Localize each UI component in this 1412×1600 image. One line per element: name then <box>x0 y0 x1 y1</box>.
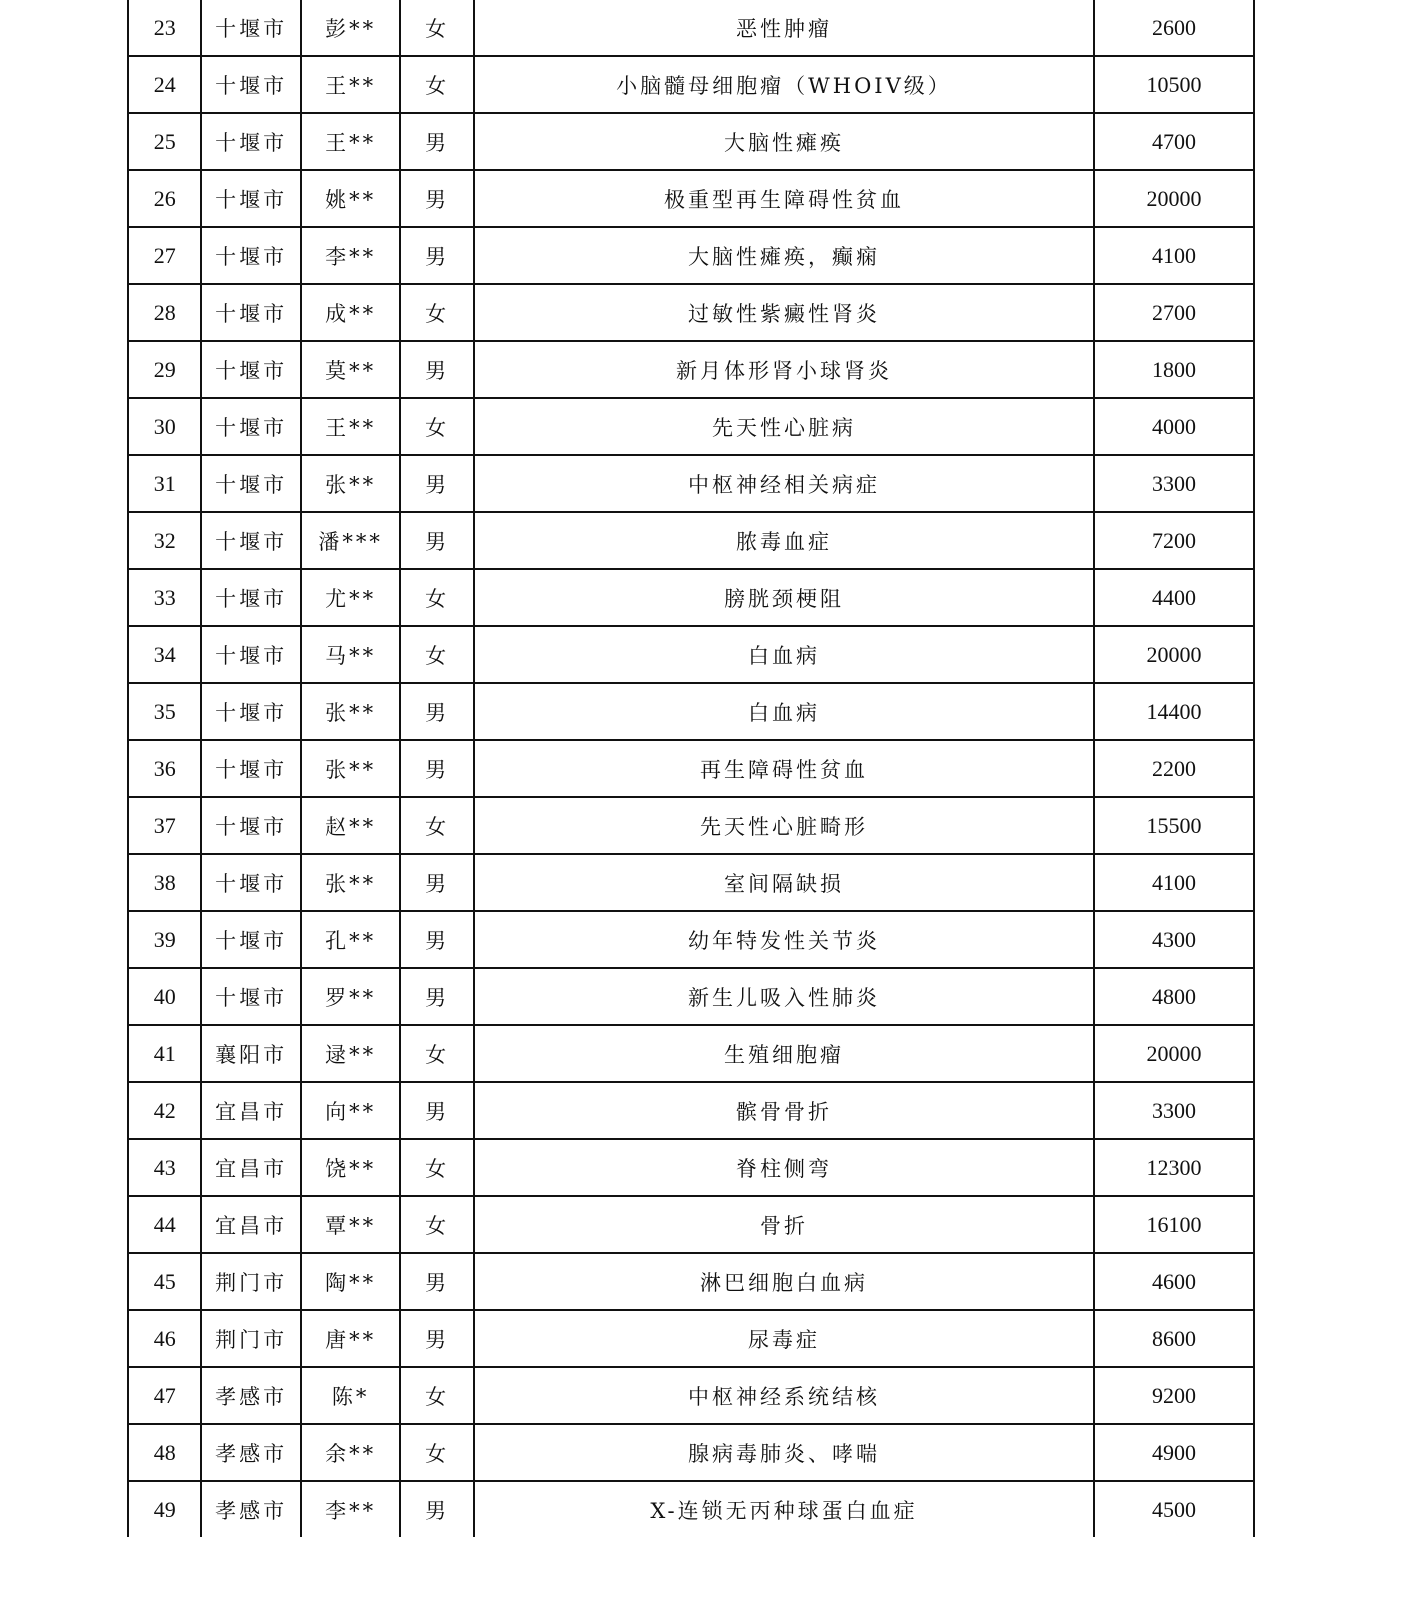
gender-cell: 女 <box>400 1139 473 1196</box>
row-number: 44 <box>128 1196 201 1253</box>
city-cell: 十堰市 <box>201 968 301 1025</box>
diagnosis-cell: 中枢神经系统结核 <box>474 1367 1094 1424</box>
amount-cell: 2600 <box>1094 0 1254 56</box>
gender-cell: 男 <box>400 1481 473 1537</box>
gender-cell: 男 <box>400 740 473 797</box>
name-cell: 王** <box>301 398 401 455</box>
diagnosis-cell: 白血病 <box>474 683 1094 740</box>
diagnosis-cell: 中枢神经相关病症 <box>474 455 1094 512</box>
row-number: 43 <box>128 1139 201 1196</box>
gender-cell: 男 <box>400 170 473 227</box>
row-number: 26 <box>128 170 201 227</box>
row-number: 28 <box>128 284 201 341</box>
table-row <box>128 740 1254 797</box>
amount-cell: 8600 <box>1094 1310 1254 1367</box>
row-number: 25 <box>128 113 201 170</box>
diagnosis-cell: 再生障碍性贫血 <box>474 740 1094 797</box>
city-cell: 宜昌市 <box>201 1196 301 1253</box>
name-cell: 余** <box>301 1424 401 1481</box>
amount-cell: 16100 <box>1094 1196 1254 1253</box>
diagnosis-cell: 先天性心脏病 <box>474 398 1094 455</box>
row-number: 39 <box>128 911 201 968</box>
city-cell: 十堰市 <box>201 683 301 740</box>
diagnosis-cell: 过敏性紫癜性肾炎 <box>474 284 1094 341</box>
row-number: 32 <box>128 512 201 569</box>
gender-cell: 男 <box>400 455 473 512</box>
name-cell: 李** <box>301 227 401 284</box>
table-row <box>128 341 1254 398</box>
row-number: 36 <box>128 740 201 797</box>
diagnosis-cell: 极重型再生障碍性贫血 <box>474 170 1094 227</box>
gender-cell: 女 <box>400 0 473 56</box>
amount-cell: 2200 <box>1094 740 1254 797</box>
gender-cell: 男 <box>400 113 473 170</box>
table-row <box>128 569 1254 626</box>
table-row <box>128 1082 1254 1139</box>
name-cell: 陈* <box>301 1367 401 1424</box>
table-row <box>128 1481 1254 1537</box>
city-cell: 十堰市 <box>201 740 301 797</box>
table-row <box>128 1139 1254 1196</box>
diagnosis-cell: 脊柱侧弯 <box>474 1139 1094 1196</box>
city-cell: 荆门市 <box>201 1253 301 1310</box>
diagnosis-cell: 恶性肿瘤 <box>474 0 1094 56</box>
table-body <box>128 0 1254 1537</box>
diagnosis-cell: 淋巴细胞白血病 <box>474 1253 1094 1310</box>
city-cell: 十堰市 <box>201 455 301 512</box>
city-cell: 十堰市 <box>201 0 301 56</box>
amount-cell: 4600 <box>1094 1253 1254 1310</box>
row-number: 33 <box>128 569 201 626</box>
gender-cell: 女 <box>400 1025 473 1082</box>
table-row <box>128 1196 1254 1253</box>
name-cell: 李** <box>301 1481 401 1537</box>
row-number: 42 <box>128 1082 201 1139</box>
table-row <box>128 797 1254 854</box>
aid-recipient-table <box>127 0 1255 1537</box>
amount-cell: 4100 <box>1094 227 1254 284</box>
gender-cell: 女 <box>400 1196 473 1253</box>
gender-cell: 女 <box>400 626 473 683</box>
amount-cell: 20000 <box>1094 626 1254 683</box>
name-cell: 尤** <box>301 569 401 626</box>
gender-cell: 男 <box>400 512 473 569</box>
diagnosis-cell: 大脑性瘫痪，癫痫 <box>474 227 1094 284</box>
gender-cell: 男 <box>400 854 473 911</box>
amount-cell: 3300 <box>1094 455 1254 512</box>
table-row <box>128 0 1254 56</box>
city-cell: 十堰市 <box>201 911 301 968</box>
city-cell: 十堰市 <box>201 626 301 683</box>
row-number: 34 <box>128 626 201 683</box>
diagnosis-cell: X-连锁无丙种球蛋白血症 <box>474 1481 1094 1537</box>
gender-cell: 女 <box>400 797 473 854</box>
table-row <box>128 1025 1254 1082</box>
row-number: 49 <box>128 1481 201 1537</box>
name-cell: 张** <box>301 854 401 911</box>
diagnosis-cell: 大脑性瘫痪 <box>474 113 1094 170</box>
name-cell: 罗** <box>301 968 401 1025</box>
table-row <box>128 626 1254 683</box>
row-number: 31 <box>128 455 201 512</box>
city-cell: 十堰市 <box>201 113 301 170</box>
city-cell: 十堰市 <box>201 569 301 626</box>
gender-cell: 女 <box>400 56 473 113</box>
diagnosis-cell: 白血病 <box>474 626 1094 683</box>
name-cell: 马** <box>301 626 401 683</box>
name-cell: 彭** <box>301 0 401 56</box>
name-cell: 王** <box>301 56 401 113</box>
gender-cell: 男 <box>400 683 473 740</box>
city-cell: 宜昌市 <box>201 1139 301 1196</box>
row-number: 38 <box>128 854 201 911</box>
city-cell: 十堰市 <box>201 512 301 569</box>
table-row <box>128 1367 1254 1424</box>
row-number: 24 <box>128 56 201 113</box>
name-cell: 张** <box>301 683 401 740</box>
amount-cell: 4800 <box>1094 968 1254 1025</box>
diagnosis-cell: 幼年特发性关节炎 <box>474 911 1094 968</box>
gender-cell: 女 <box>400 398 473 455</box>
name-cell: 姚** <box>301 170 401 227</box>
row-number: 30 <box>128 398 201 455</box>
amount-cell: 10500 <box>1094 56 1254 113</box>
table-row <box>128 284 1254 341</box>
table-row <box>128 683 1254 740</box>
diagnosis-cell: 新生儿吸入性肺炎 <box>474 968 1094 1025</box>
city-cell: 荆门市 <box>201 1310 301 1367</box>
city-cell: 孝感市 <box>201 1367 301 1424</box>
diagnosis-cell: 脓毒血症 <box>474 512 1094 569</box>
row-number: 45 <box>128 1253 201 1310</box>
table-row <box>128 170 1254 227</box>
name-cell: 向** <box>301 1082 401 1139</box>
table-row <box>128 113 1254 170</box>
diagnosis-cell: 生殖细胞瘤 <box>474 1025 1094 1082</box>
amount-cell: 1800 <box>1094 341 1254 398</box>
amount-cell: 4100 <box>1094 854 1254 911</box>
city-cell: 十堰市 <box>201 797 301 854</box>
name-cell: 覃** <box>301 1196 401 1253</box>
table-row <box>128 227 1254 284</box>
amount-cell: 14400 <box>1094 683 1254 740</box>
city-cell: 十堰市 <box>201 170 301 227</box>
city-cell: 十堰市 <box>201 398 301 455</box>
row-number: 37 <box>128 797 201 854</box>
table-row <box>128 968 1254 1025</box>
table-row <box>128 398 1254 455</box>
city-cell: 孝感市 <box>201 1481 301 1537</box>
row-number: 29 <box>128 341 201 398</box>
diagnosis-cell: 髌骨骨折 <box>474 1082 1094 1139</box>
row-number: 40 <box>128 968 201 1025</box>
amount-cell: 3300 <box>1094 1082 1254 1139</box>
row-number: 35 <box>128 683 201 740</box>
gender-cell: 男 <box>400 227 473 284</box>
gender-cell: 男 <box>400 1310 473 1367</box>
row-number: 47 <box>128 1367 201 1424</box>
name-cell: 潘*** <box>301 512 401 569</box>
gender-cell: 女 <box>400 284 473 341</box>
city-cell: 宜昌市 <box>201 1082 301 1139</box>
name-cell: 赵** <box>301 797 401 854</box>
amount-cell: 20000 <box>1094 170 1254 227</box>
amount-cell: 4400 <box>1094 569 1254 626</box>
diagnosis-cell: 小脑髓母细胞瘤（WHOIV级） <box>474 56 1094 113</box>
gender-cell: 女 <box>400 1367 473 1424</box>
diagnosis-cell: 腺病毒肺炎、哮喘 <box>474 1424 1094 1481</box>
table-row <box>128 1310 1254 1367</box>
gender-cell: 男 <box>400 341 473 398</box>
name-cell: 陶** <box>301 1253 401 1310</box>
row-number: 23 <box>128 0 201 56</box>
city-cell: 十堰市 <box>201 341 301 398</box>
gender-cell: 男 <box>400 1253 473 1310</box>
amount-cell: 4900 <box>1094 1424 1254 1481</box>
amount-cell: 20000 <box>1094 1025 1254 1082</box>
table-row <box>128 512 1254 569</box>
amount-cell: 7200 <box>1094 512 1254 569</box>
name-cell: 孔** <box>301 911 401 968</box>
diagnosis-cell: 膀胱颈梗阻 <box>474 569 1094 626</box>
diagnosis-cell: 室间隔缺损 <box>474 854 1094 911</box>
name-cell: 成** <box>301 284 401 341</box>
name-cell: 张** <box>301 455 401 512</box>
row-number: 48 <box>128 1424 201 1481</box>
amount-cell: 4300 <box>1094 911 1254 968</box>
gender-cell: 女 <box>400 569 473 626</box>
table-row <box>128 911 1254 968</box>
gender-cell: 男 <box>400 911 473 968</box>
amount-cell: 9200 <box>1094 1367 1254 1424</box>
city-cell: 十堰市 <box>201 56 301 113</box>
amount-cell: 15500 <box>1094 797 1254 854</box>
diagnosis-cell: 尿毒症 <box>474 1310 1094 1367</box>
amount-cell: 2700 <box>1094 284 1254 341</box>
amount-cell: 4500 <box>1094 1481 1254 1537</box>
diagnosis-cell: 新月体形肾小球肾炎 <box>474 341 1094 398</box>
table-row <box>128 56 1254 113</box>
city-cell: 十堰市 <box>201 284 301 341</box>
name-cell: 莫** <box>301 341 401 398</box>
diagnosis-cell: 先天性心脏畸形 <box>474 797 1094 854</box>
gender-cell: 男 <box>400 1082 473 1139</box>
name-cell: 饶** <box>301 1139 401 1196</box>
name-cell: 王** <box>301 113 401 170</box>
gender-cell: 女 <box>400 1424 473 1481</box>
city-cell: 十堰市 <box>201 854 301 911</box>
city-cell: 十堰市 <box>201 227 301 284</box>
amount-cell: 12300 <box>1094 1139 1254 1196</box>
city-cell: 襄阳市 <box>201 1025 301 1082</box>
row-number: 41 <box>128 1025 201 1082</box>
city-cell: 孝感市 <box>201 1424 301 1481</box>
row-number: 46 <box>128 1310 201 1367</box>
amount-cell: 4000 <box>1094 398 1254 455</box>
name-cell: 逯** <box>301 1025 401 1082</box>
name-cell: 唐** <box>301 1310 401 1367</box>
amount-cell: 4700 <box>1094 113 1254 170</box>
table-row <box>128 455 1254 512</box>
table-row <box>128 854 1254 911</box>
table-row <box>128 1253 1254 1310</box>
name-cell: 张** <box>301 740 401 797</box>
row-number: 27 <box>128 227 201 284</box>
table-row <box>128 1424 1254 1481</box>
diagnosis-cell: 骨折 <box>474 1196 1094 1253</box>
gender-cell: 男 <box>400 968 473 1025</box>
